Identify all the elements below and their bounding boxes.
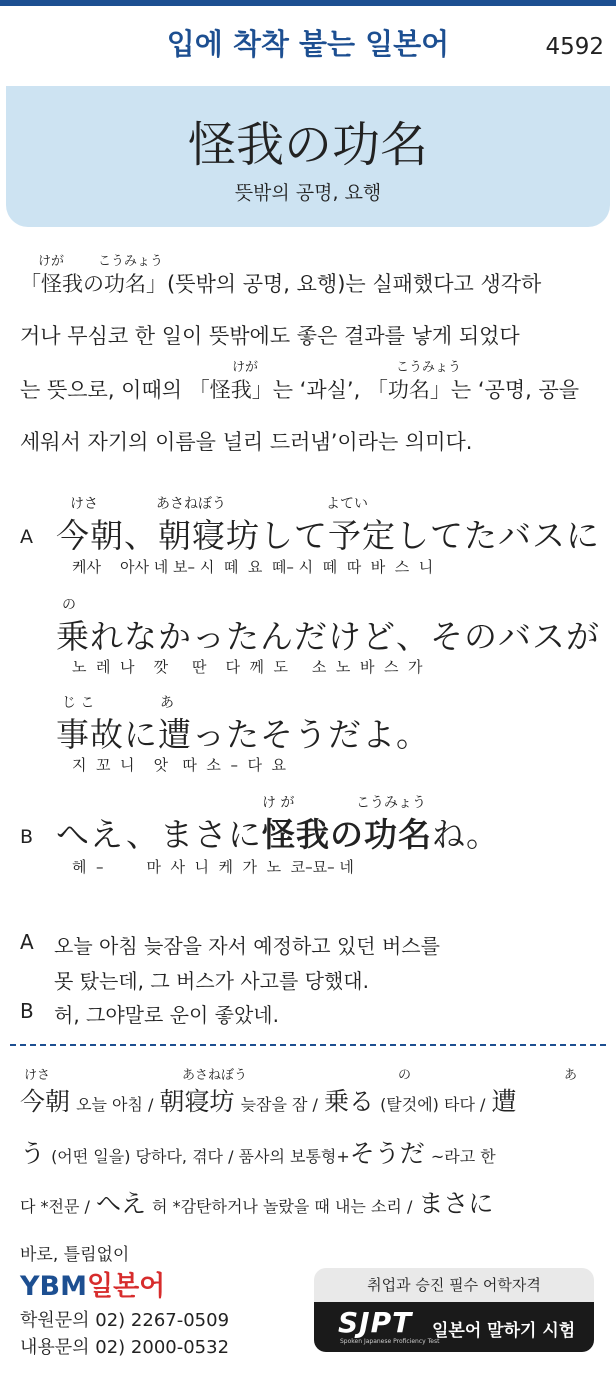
dialogue-b-highlight: 怪我の功名 [261, 815, 432, 854]
furi-koumyou: こうみょう [356, 795, 426, 811]
vocab-line-2 [20, 1134, 496, 1170]
phone-academy: 학원문의 02) 2267-0509 [20, 1310, 230, 1331]
footer-tagline: 바로, 틀림없이 [20, 1245, 130, 1265]
vocab-ruby-a: あ [564, 1068, 578, 1083]
vocab-mean-noru: (탈것에) 타다 / [380, 1095, 486, 1114]
furi-yotei: よてい [326, 496, 368, 512]
translation-a-line-1: 오늘 아침 늦잠을 자서 예정하고 있던 버스를 [54, 934, 440, 958]
furi-kega: け が [262, 795, 295, 811]
series-title: 입에 착착 붙는 일본어 [166, 27, 450, 61]
translation-b-label: B [20, 999, 34, 1023]
vocab-mean-asanebou: 늦잠을 잠 / [240, 1095, 318, 1114]
translation-a-line-2: 못 탔는데, 그 버스가 사고를 당했대. [54, 969, 369, 993]
dialogue-a-line-1: 今朝、朝寝坊して予定してたバスに [56, 516, 600, 555]
vocab-word-hee: へえ [95, 1189, 146, 1218]
section-divider [10, 1044, 606, 1046]
title-box [6, 86, 610, 227]
vocab-word-asanebou: 朝寝坊 [159, 1087, 235, 1116]
furi-asanebou: あさねぼう [156, 496, 226, 512]
furi-no: の [62, 597, 76, 613]
furi-a: あ [160, 695, 174, 711]
intro-ruby-kega-2: けが [232, 360, 259, 375]
ybm-logo-en: YBM [20, 1271, 87, 1302]
sjpt-logo-subtext: Spoken Japanese Proficiency Test [340, 1338, 440, 1345]
vocab-word-au: 遭 [491, 1087, 517, 1116]
vocab-word-noru: 乗る [324, 1087, 375, 1116]
dialogue-a-line-3-reading: 지 꼬 니 앗 따 소 – 다 요 [72, 756, 287, 774]
vocab-ruby-no: の [398, 1068, 412, 1083]
ybm-logo-kr: 일본어 [87, 1271, 166, 1302]
sjpt-banner [314, 1302, 594, 1352]
vocab-mean-hee: 허 *감탄하거나 놀랐을 때 내는 소리 / [152, 1197, 413, 1216]
intro-ruby-koumyou: こうみょう [98, 254, 164, 269]
intro-line-2: 거나 무심코 한 일이 뜻밖에도 좋은 결과를 낳게 되었다 [20, 324, 520, 348]
translation-b-line: 허, 그야말로 운이 좋았네. [54, 1003, 279, 1027]
dialogue-a-line-2: 乗れなかったんだけど、そのバスが [56, 617, 600, 656]
issue-number: 4592 [545, 34, 604, 60]
dialogue-a-line-1-reading: 케사 아사 네 보– 시 떼 요 떼– 시 떼 따 바 스 니 [72, 558, 434, 576]
vocab-line-3 [20, 1184, 493, 1220]
furi-kesa: けさ [70, 496, 98, 512]
page-title: 怪我の功名 [187, 117, 428, 173]
vocab-mean-souda: ~라고 한 [430, 1147, 496, 1166]
intro-ruby-kega: けが [38, 254, 65, 269]
dialogue-b-start: へえ、まさに [56, 815, 262, 854]
vocab-mean-au: (어떤 일을) 당하다, 겪다 / 품사의 보통형+ [51, 1147, 350, 1166]
dialogue-b-line [56, 809, 500, 856]
top-rule [0, 0, 616, 6]
vocab-ruby-kesa: けさ [24, 1068, 51, 1083]
intro-ruby-koumyou-2: こうみょう [396, 360, 462, 375]
dialogue-b-line-reading: 헤 – 마 사 니 케 가 노 코–묘– 네 [72, 858, 354, 876]
dialogue-a-line-3: 事故に遭ったそうだよ。 [56, 715, 430, 754]
page-subtitle: 뜻밖의 공명, 요행 [234, 182, 382, 204]
intro-line-1: 「怪我の功名」(뜻밖의 공명, 요행)는 실패했다고 생각하 [20, 272, 542, 296]
vocab-word-au-okurigana: う [20, 1139, 46, 1168]
vocab-word-kesa: 今朝 [20, 1087, 71, 1116]
vocab-mean-kesa: 오늘 아침 / [76, 1095, 154, 1114]
intro-line-3: 는 뜻으로, 이때의 「怪我」는 ‘과실’, 「功名」는 ‘공명, 공을 [20, 378, 580, 402]
vocab-word-masani: まさに [418, 1189, 494, 1218]
speaker-a: A [20, 526, 33, 548]
vocab-ruby-asanebou: あさねぼう [182, 1068, 248, 1083]
translation-a-label: A [20, 930, 34, 954]
furi-jiko: じ こ [62, 695, 95, 711]
dialogue-a-line-2-reading: 노 레 나 깟 딴 다 께 도 소 노 바 스 가 [72, 658, 423, 676]
ybm-logo [20, 1264, 165, 1303]
vocab-mean-souda-2: 다 *전문 / [20, 1197, 90, 1216]
sjpt-name: 일본어 말하기 시험 [432, 1321, 576, 1341]
sjpt-caption: 취업과 승진 필수 어학자격 [314, 1268, 594, 1302]
phone-content: 내용문의 02) 2000-0532 [20, 1337, 230, 1358]
sjpt-logo: SJPT [338, 1306, 413, 1339]
vocab-word-souda: そうだ [349, 1139, 425, 1168]
speaker-b: B [20, 826, 34, 848]
vocab-line-1 [20, 1082, 516, 1118]
intro-line-4: 세워서 자기의 이름을 널리 드러냄’이라는 의미다. [20, 430, 473, 454]
dialogue-b-end: ね。 [431, 815, 500, 854]
